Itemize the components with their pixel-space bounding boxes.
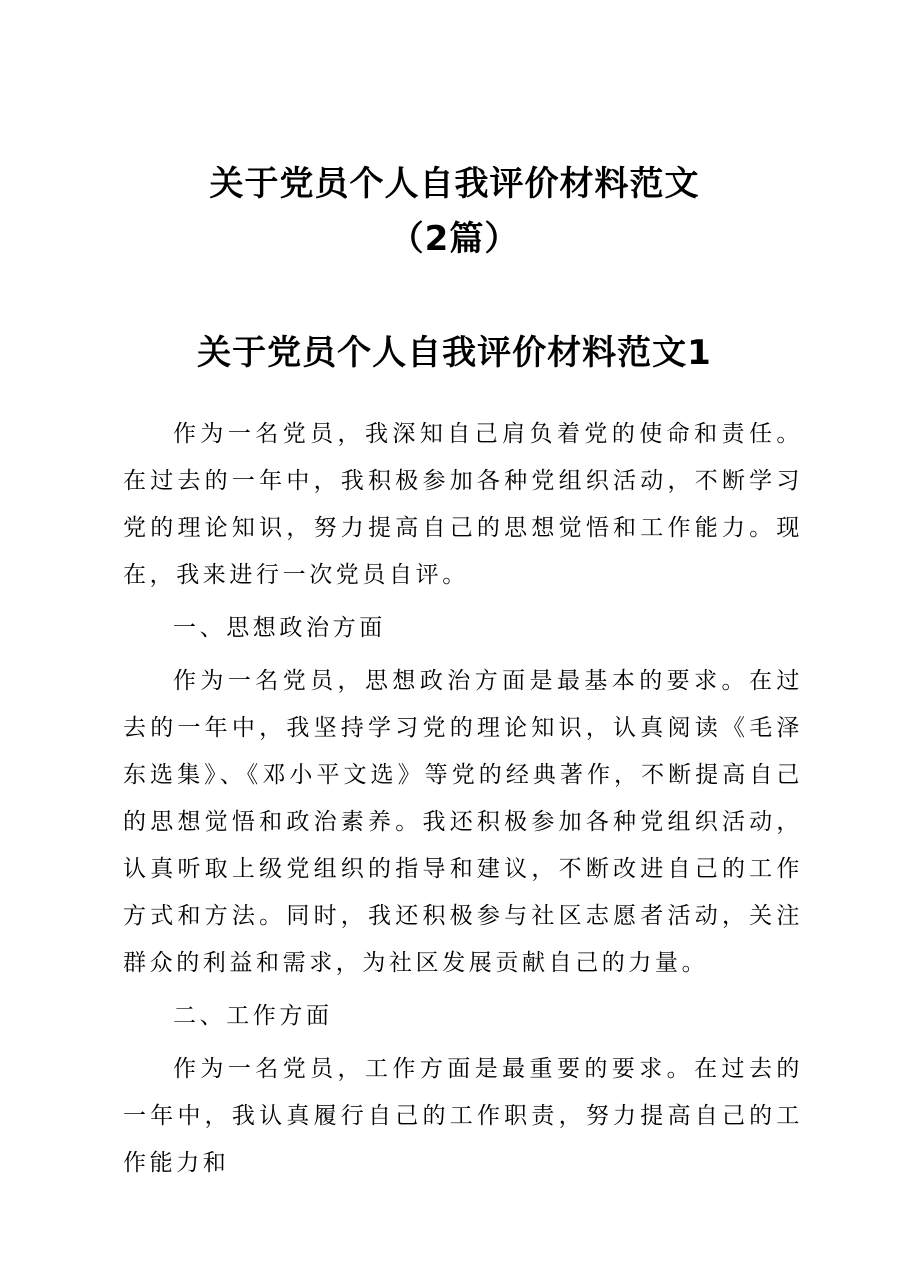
section-title: 关于党员个人自我评价材料范文1 [197,333,712,373]
document-body [123,411,803,1193]
paragraph-intro: 作为一名党员，我深知自己肩负着党的使命和责任。在过去的一年中，我积极参加各种党组织活动，不断学习党的理论知识，努力提高自己的思想觉悟和工作能力。现在，我来进行一次党员自评。 [123,421,803,588]
document-title-count: （2篇） [389,219,520,259]
paragraph-ideology: 作为一名党员，思想政治方面是最基本的要求。在过去的一年中，我坚持学习党的理论知识，认真阅读《毛泽东选集》、《邓小平文选》等党的经典著作，不断提高自己的思想觉悟和政治素养。我还积极参加各种党组织活动，认真听取上级党组织的指导和建议，不断改进自己的工作方式和方法。同时，我还积极参与社区志愿者活动，关注群众的利益和需求，为社区发展贡献自己的力量。 [123,668,803,976]
heading-ideology: 一、思想政治方面 [173,615,386,641]
document-title: 关于党员个人自我评价材料范文 [209,164,700,204]
heading-work: 二、工作方面 [173,1003,333,1029]
paragraph-work: 作为一名党员，工作方面是最重要的要求。在过去的一年中，我认真履行自己的工作职责，努力提高自己的工作能力和 [123,1056,803,1176]
